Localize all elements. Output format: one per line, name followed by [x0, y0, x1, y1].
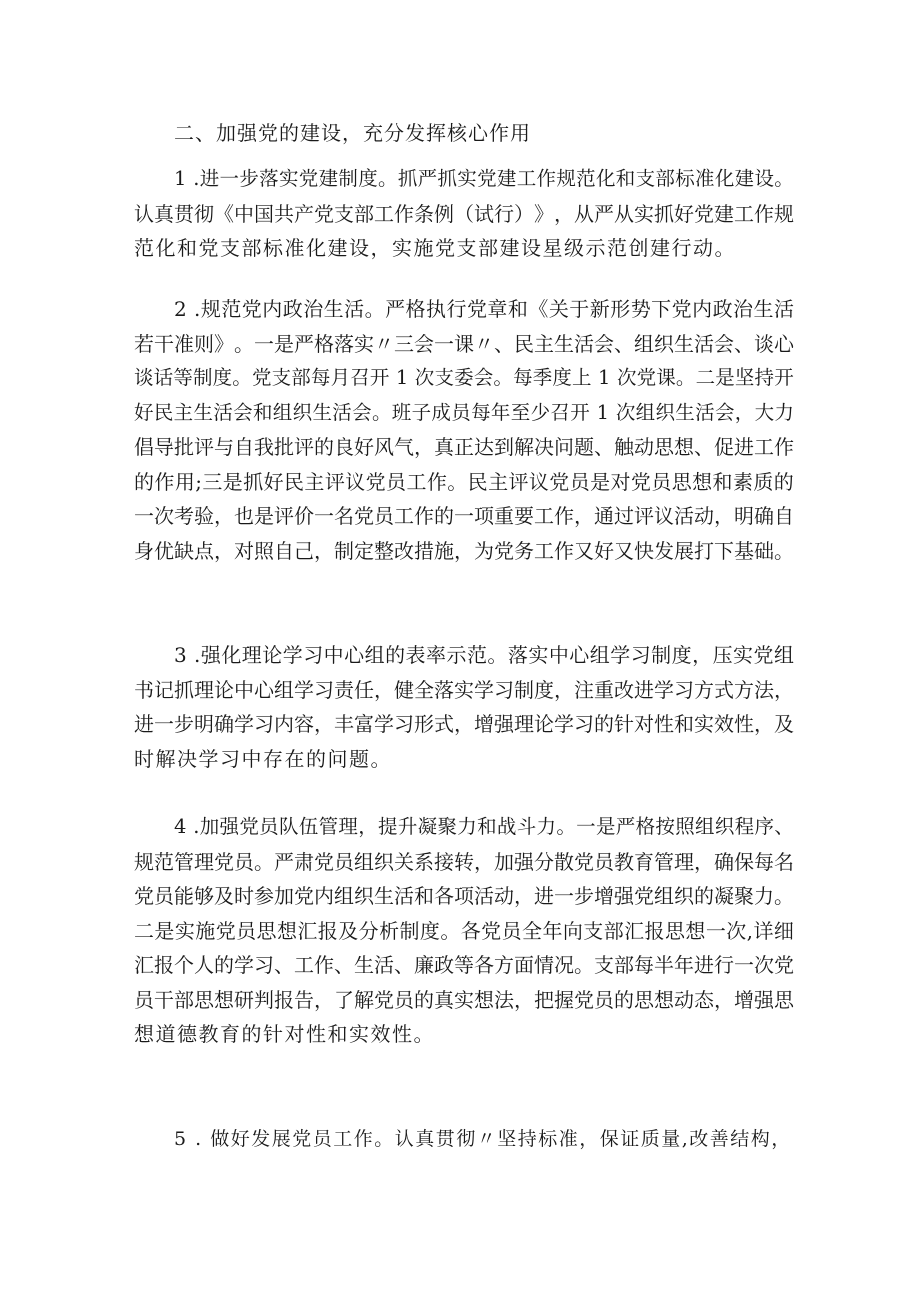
paragraph-line: 谈 话 等 制 度 。 党 支 部 每 月 召 开 1 次 支 委 会 。 每 季 度 上 1 次 党 课 。 二 是 坚 持 开	[134, 366, 794, 389]
paragraph-line: 好 民 主 生 活 会 和 组 织 生 活 会 。 班 子 成 员 每 年 至 少 召 开 1 次 组 织 生 活 会 ， 大 力	[134, 400, 794, 424]
paragraph-line: 书 记 抓 理 论 中 心 组 学 习 责 任 ， 健 全 落 实 学 习 制 度 ， 注 重 改 进 学 习 方 式 方 法 ，	[134, 677, 794, 702]
paragraph-line: 党 员 能 够 及 时 参 加 党 内 组 织 生 活 和 各 项 活 动 ， 进 一 步 增 强 党 组 织 的 凝 聚 力 。	[134, 884, 794, 908]
paragraph-line: 认 真 贯 彻 《 中 国 共 产 党 支 部 工 作 条 例 （ 试 行 ） 》 ， 从 严 从 实 抓 好 党 建 工 作 规	[134, 201, 794, 226]
paragraph-4	[134, 810, 794, 1052]
paragraph-line: 1 . 进 一 步 落 实 党 建 制 度 。 抓 严 抓 实 党 建 工 作 规 范 化 和 支 部 标 准 化 建 设 。	[174, 167, 794, 190]
paragraph-line: 汇 报 个 人 的 学 习 、 工 作 、 生 活 、 廉 政 等 各 方 面 情 况 。 支 部 每 半 年 进 行 一 次 党	[134, 953, 794, 977]
paragraph-line: 5 . 做好发展党员工作。认真贯彻〃坚持标准，保证质量,改善结构，	[174, 1128, 792, 1150]
paragraph-2	[134, 292, 794, 568]
paragraph-line: 3 . 强 化 理 论 学 习 中 心 组 的 表 率 示 范 。 落 实 中 心 组 学 习 制 度 ， 压 实 党 组	[174, 643, 794, 667]
paragraph-line: 若 干 准 则 》 。 一 是 严 格 落 实 〃 三 会 一 课 〃 、 民 主 生 活 会 、 组 织 生 活 会 、 谈 心	[134, 331, 794, 356]
paragraph-line: 2 . 规 范 党 内 政 治 生 活 。 严 格 执 行 党 章 和 《 关 于 新 形 势 下 党 内 政 治 生 活	[174, 297, 794, 321]
paragraph-line: 员 干 部 思 想 研 判 报 告 ， 了 解 党 员 的 真 实 想 法 ， 把 握 党 员 的 思 想 动 态 ， 增 强 思	[134, 987, 794, 1012]
paragraph-line: 4 . 加 强 党 员 队 伍 管 理 ， 提 升 凝 聚 力 和 战 斗 力 。 一 是 严 格 按 照 组 织 程 序 、	[174, 815, 794, 838]
paragraph-1	[134, 162, 794, 266]
paragraph-3	[134, 638, 794, 776]
paragraph-line: 倡 导 批 评 与 自 我 批 评 的 良 好 风 气 ， 真 正 达 到 解 决 问 题 、 触 动 思 想 、 促 进 工 作	[134, 435, 794, 459]
paragraph-line: 一 次 考 验 ， 也 是 评 价 一 名 党 员 工 作 的 一 项 重 要 工 作 ， 通 过 评 议 活 动 ， 明 确 自	[134, 504, 794, 528]
paragraph-5	[134, 1122, 794, 1157]
paragraph-line: 时解决学习中存在的问题。	[134, 746, 392, 771]
paragraph-line: 的 作 用 ; 三 是 抓 好 民 主 评 议 党 员 工 作 。 民 主 评 议 党 员 是 对 党 员 思 想 和 素 质 的	[134, 469, 794, 494]
paragraph-line: 二 是 实 施 党 员 思 想 汇 报 及 分 析 制 度 。 各 党 员 全 年 向 支 部 汇 报 思 想 一 次 , 详 细	[134, 918, 794, 943]
section-heading: 二、加强党的建设，充分发挥核心作用	[174, 121, 531, 145]
paragraph-line: 身 优 缺 点 ， 对 照 自 己 ， 制 定 整 改 措 施 ， 为 党 务 工 作 又 好 又 快 发 展 打 下 基 础 。	[134, 538, 794, 563]
paragraph-line: 想道德教育的针对性和实效性。	[134, 1022, 435, 1046]
paragraph-line: 规 范 管 理 党 员 。 严 肃 党 员 组 织 关 系 接 转 ， 加 强 分 散 党 员 教 育 管 理 ， 确 保 每 名	[134, 849, 794, 874]
paragraph-line: 范化和党支部标准化建设，实施党支部建设星级示范创建行动。	[134, 236, 736, 260]
paragraph-line: 进 一 步 明 确 学 习 内 容 ， 丰 富 学 习 形 式 ， 增 强 理 论 学 习 的 针 对 性 和 实 效 性 ， 及	[134, 712, 794, 736]
